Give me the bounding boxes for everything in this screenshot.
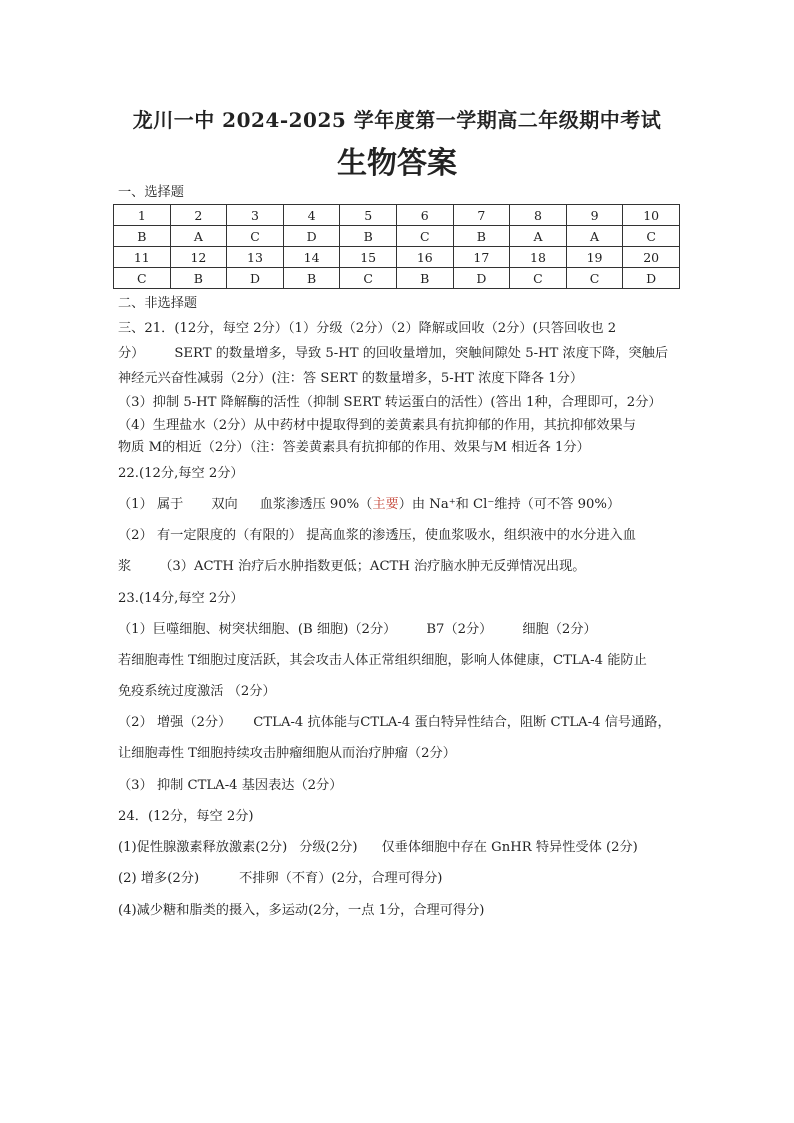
q21-line-2: [118, 345, 678, 363]
table-cell: 10: [623, 205, 680, 226]
q23-heading: 23.(14分,每空 2分）: [118, 591, 244, 606]
table-cell: 8: [510, 205, 567, 226]
table-cell: 18: [510, 247, 567, 268]
q23-line-5: 让细胞毒性 T细胞持续攻击肿瘤细胞从而治疗肿瘤（2分）: [118, 746, 456, 761]
q23-line-1c: 细胞（2分）: [522, 622, 597, 637]
q22-line-3: [118, 558, 678, 576]
section-nonchoice-heading: 二、非选择题: [118, 296, 198, 311]
table-cell: D: [623, 268, 680, 289]
table-row: [114, 268, 680, 289]
table-cell: C: [510, 268, 567, 289]
table-cell: 5: [340, 205, 397, 226]
section-choice-heading: 一、选择题: [118, 185, 184, 200]
table-cell: 12: [170, 247, 227, 268]
q22-line-3a: 浆: [118, 559, 132, 574]
table-cell: 1: [114, 205, 171, 226]
table-cell: 3: [227, 205, 284, 226]
q22-line-1a: （1） 属于: [118, 497, 184, 512]
table-cell: C: [114, 268, 171, 289]
q24-line-1b: 分级(2分): [299, 840, 358, 855]
table-cell: D: [227, 268, 284, 289]
q21-line-5: （4）生理盐水（2分）从中药材中提取得到的姜黄素具有抗抑郁的作用，其抗抑郁效果与: [118, 418, 636, 433]
q24-line-1: [118, 839, 678, 857]
q24-line-2: [118, 870, 678, 888]
table-cell: C: [623, 226, 680, 247]
q22-emphasis-text: 主要: [372, 497, 399, 512]
table-cell: B: [283, 268, 340, 289]
table-cell: 4: [283, 205, 340, 226]
q21-line-3: 神经元兴奋性减弱（2分）(注：答 SERT 的数量增多，5-HT 浓度下降各 1分）: [118, 371, 584, 386]
table-row: [114, 205, 680, 226]
table-cell: 13: [227, 247, 284, 268]
q22-heading: 22.(12分,每空 2分）: [118, 466, 244, 481]
q22-line-1b: 双向: [211, 497, 238, 512]
q24-line-1c: 仅垂体细胞中存在 GnHR 特异性受体 (2分): [381, 840, 638, 855]
q24-line-3: (4)减少糖和脂类的摄入，多运动(2分，一点 1分，合理可得分): [118, 903, 485, 918]
q21-line-4: （3）抑制 5-HT 降解酶的活性（抑制 SERT 转运蛋白的活性）(答出 1种，合理即可，2分）: [118, 395, 662, 410]
q24-line-2a: (2) 增多(2分): [118, 871, 200, 886]
table-cell: B: [340, 226, 397, 247]
q24-heading: 24．(12分，每空 2分): [118, 809, 254, 824]
table-cell: B: [453, 226, 510, 247]
table-cell: C: [340, 268, 397, 289]
table-cell: B: [170, 268, 227, 289]
table-cell: A: [170, 226, 227, 247]
table-cell: 15: [340, 247, 397, 268]
table-cell: 7: [453, 205, 510, 226]
table-cell: B: [396, 268, 453, 289]
table-cell: C: [566, 268, 623, 289]
q23-line-1b: B7（2分）: [426, 622, 493, 637]
answer-table: [113, 204, 680, 289]
q22-line-1d: ）由 Na⁺和 Cl⁻维持（可不答 90%）: [398, 497, 621, 512]
q22-line-2: （2） 有一定限度的（有限的） 提高血浆的渗透压，使血浆吸水，组织液中的水分进入血: [118, 528, 636, 543]
page-title: 龙川一中 2024-2025 学年度第一学期高二年级期中考试: [132, 108, 662, 132]
table-cell: A: [510, 226, 567, 247]
q23-line-1a: （1）巨噬细胞、树突状细胞、(B 细胞)（2分）: [118, 622, 397, 637]
q21-line-1: 三、21．(12分，每空 2分）（1）分级（2分）（2）降解或回收（2分）(只答回收也 2: [118, 321, 617, 336]
table-cell: D: [283, 226, 340, 247]
page-subtitle: 生物答案: [337, 146, 457, 181]
q23-line-4b: CTLA-4 抗体能与CTLA-4 蛋白特异性结合，阻断 CTLA-4 信号通路，: [253, 715, 671, 730]
table-row: [114, 226, 680, 247]
table-cell: 2: [170, 205, 227, 226]
table-cell: 11: [114, 247, 171, 268]
q23-line-2: 若细胞毒性 T细胞过度活跃，其会攻击人体正常组织细胞，影响人体健康，CTLA-4 能防止: [118, 653, 647, 668]
table-cell: 20: [623, 247, 680, 268]
table-cell: D: [453, 268, 510, 289]
q23-line-3: 免疫系统过度激活 （2分）: [118, 684, 276, 699]
table-row: [114, 247, 680, 268]
table-cell: 9: [566, 205, 623, 226]
table-cell: B: [114, 226, 171, 247]
table-cell: C: [227, 226, 284, 247]
q23-line-4: [118, 714, 678, 732]
q23-line-1: [118, 621, 678, 639]
q22-line-1c: 血浆渗透压 90%（: [259, 497, 373, 512]
q21-line-6: 物质 M的相近（2分）（注：答姜黄素具有抗抑郁的作用、效果与M 相近各 1分）: [118, 440, 590, 455]
table-cell: 14: [283, 247, 340, 268]
q21-line-2a: 分）: [118, 346, 145, 361]
q22-line-3b: （3）ACTH 治疗后水肿指数更低；ACTH 治疗脑水肿无反弹情况出现。: [159, 559, 586, 574]
table-cell: 17: [453, 247, 510, 268]
q23-line-4a: （2） 增强（2分）: [118, 715, 232, 730]
table-cell: 19: [566, 247, 623, 268]
table-cell: A: [566, 226, 623, 247]
q23-line-6: （3） 抑制 CTLA-4 基因表达（2分）: [118, 778, 343, 793]
table-cell: C: [396, 226, 453, 247]
table-cell: 16: [396, 247, 453, 268]
q22-line-1: [118, 496, 678, 514]
table-cell: 6: [396, 205, 453, 226]
q24-line-1a: (1)促性腺激素释放激素(2分): [118, 840, 288, 855]
q21-line-2b: SERT 的数量增多，导致 5-HT 的回收量增加，突触间隙处 5-HT 浓度下降，突触后: [174, 346, 669, 361]
q24-line-2b: 不排卵（不育）(2分，合理可得分): [239, 871, 443, 886]
